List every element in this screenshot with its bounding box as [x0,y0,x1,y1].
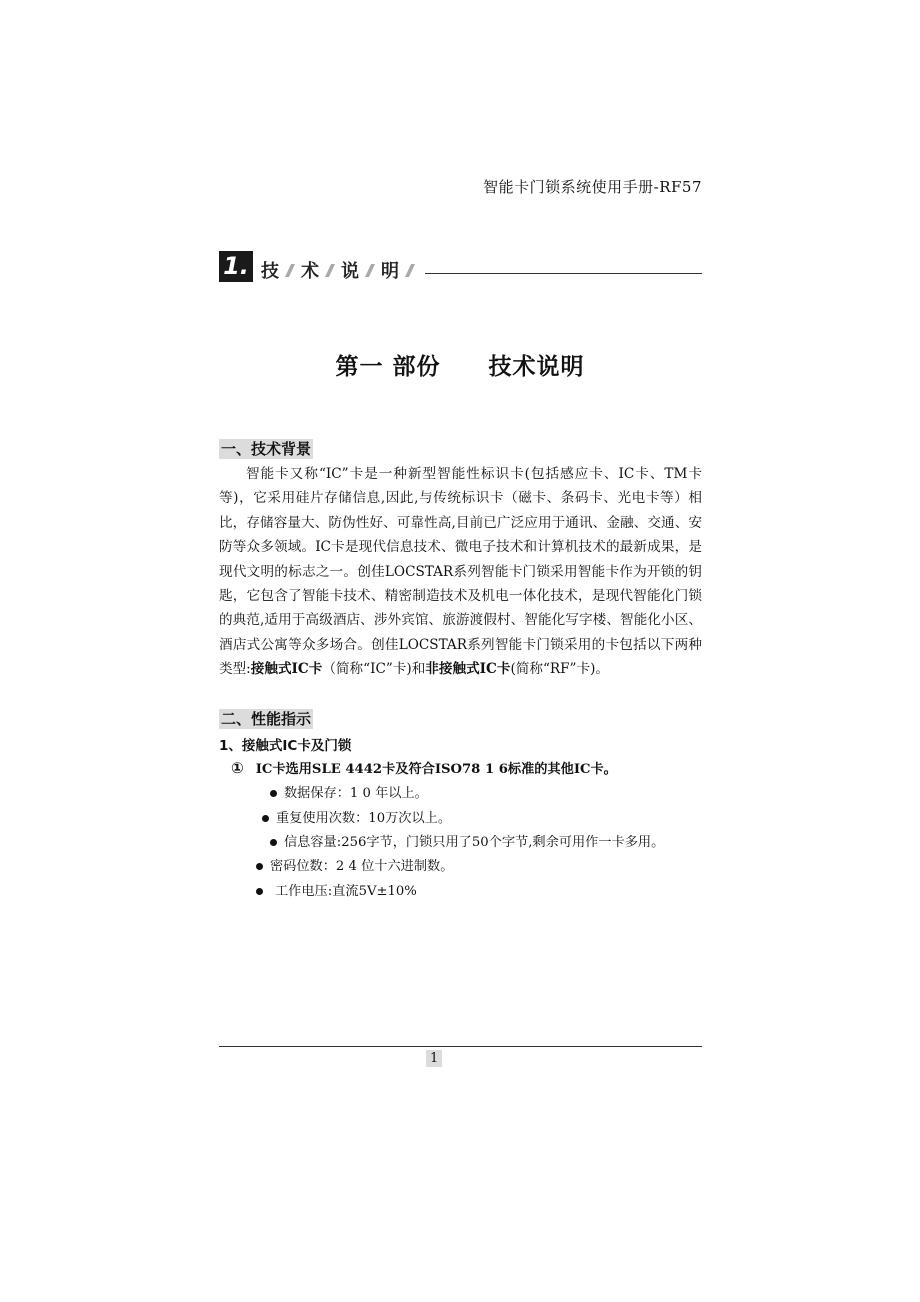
bold-term: 非接触式IC卡 [425,661,511,678]
chapter-title [261,257,421,283]
list-item [256,880,417,899]
list-item [256,855,453,874]
subsection-heading: 1、接触式IC卡及门锁 [219,738,352,754]
section-heading: 二、性能指示 [221,710,312,728]
section-heading: 一、技术背景 [221,440,312,458]
chapter-char: 说 [341,261,359,282]
bullet-icon [256,888,263,895]
slash-divider-icon [365,264,375,277]
page-number: 1 [426,1050,442,1067]
section-heading-background [219,438,313,459]
list-item-text: 信息容量:256字节，门锁只用了50个字节,剩余可用作一卡多用。 [284,835,665,850]
bullet-icon [256,863,263,870]
list-item [262,807,451,826]
section-body [219,462,702,682]
list-item-text: 工作电压:直流5V±10% [275,884,417,899]
footer-rule [219,1046,702,1047]
bullet-icon [262,815,269,822]
paragraph-text: （简称“IC”卡)和 [322,661,426,678]
page-title: 第一 部份 技术说明 [335,354,585,380]
card-spec-line [231,758,617,777]
paragraph-text: 智能卡又称“IC”卡是一种新型智能性标识卡(包括感应卡、IC卡、TM卡等)，它采用硅片存储信息,因此,与传统标识卡（磁卡、条码卡、光电卡等）相比，存储容量大、防伪性好、可靠性高,目前已广泛应用于通讯、金融、交通、安防等众多领域。IC卡是现代信息技术、微电子技术和计算机技术的最新成果，是现代文明的标志之一。创佳LOCSTAR系列智能卡门锁采用智能卡作为开锁的钥匙，它包含了智能卡技术、精密制造技术及机电一体化技术，是现代智能化门锁的典范,适用于高级酒店、涉外宾馆、旅游渡假村、智能化写字楼、智能化小区、酒店式公寓等众多场合。创佳LOCSTAR系列智能卡门锁采用的卡包括以下两种类型: [219,466,702,678]
card-spec-text: IC卡选用SLE 4442卡及符合ISO78 1 6标准的其他IC卡。 [255,762,617,777]
slash-divider-icon [325,264,335,277]
list-item-text: 重复使用次数：10万次以上。 [276,811,452,826]
chapter-char: 术 [301,261,319,282]
chapter-char: 技 [261,261,279,282]
chapter-rule [425,273,702,274]
bold-term: 接触式IC卡 [250,661,323,678]
chapter-banner [219,251,702,285]
list-item [270,831,664,850]
bullet-icon [270,839,277,846]
list-item-text: 密码位数：2 4 位十六进制数。 [270,859,454,874]
document-header-title: 智能卡门锁系统使用手册-RF57 [483,178,702,196]
chapter-char: 明 [381,261,399,282]
list-item [270,782,428,801]
circled-number-icon: ① [231,759,244,777]
section-heading-background [219,708,313,729]
bullet-icon [270,790,277,797]
slash-divider-icon [405,264,415,277]
slash-divider-icon [285,264,295,277]
paragraph-text: (简称“RF”卡)。 [510,661,610,678]
chapter-number: 1. [219,251,253,282]
paragraph [219,462,702,682]
list-item-text: 数据保存：1 0 年以上。 [284,786,428,801]
